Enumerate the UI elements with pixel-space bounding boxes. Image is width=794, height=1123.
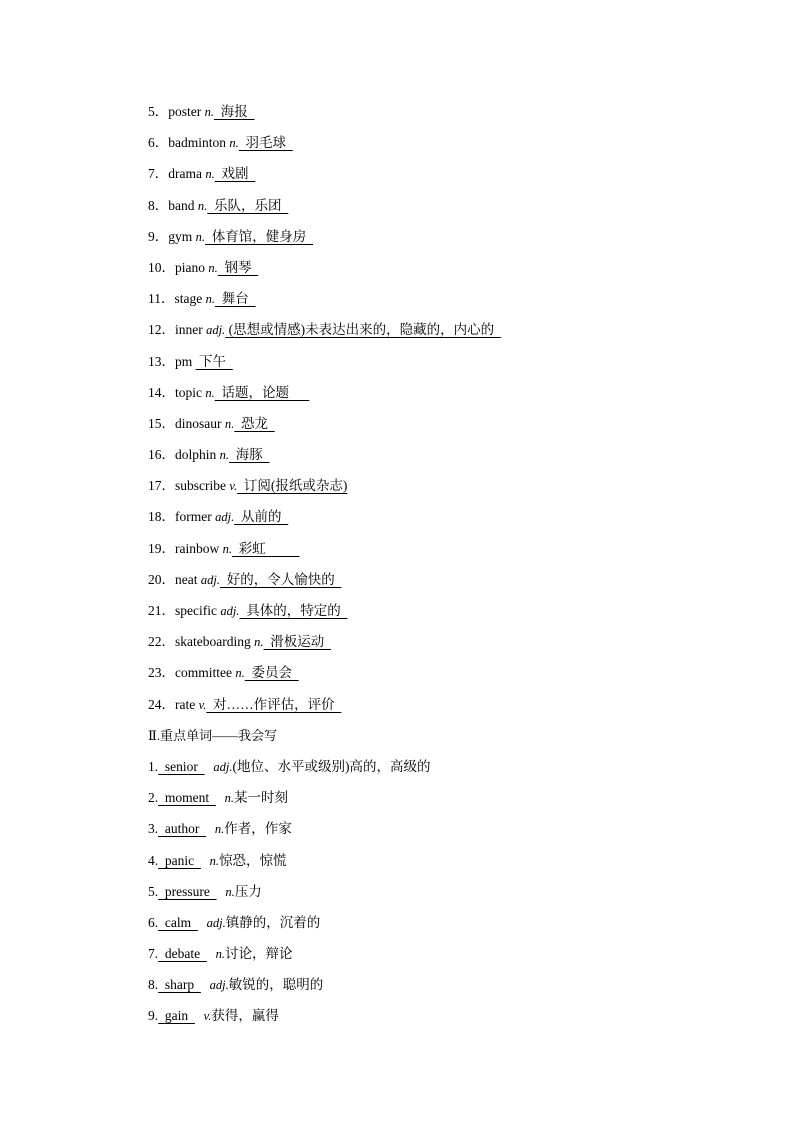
item-word: stage bbox=[174, 291, 206, 307]
item-number: 5． bbox=[148, 104, 169, 119]
item-number: 7． bbox=[148, 166, 169, 182]
section-2-title: Ⅱ.重点单词——我会写 bbox=[148, 727, 278, 743]
item-part-of-speech: adj. bbox=[206, 915, 226, 930]
item-meaning: 压力 bbox=[234, 883, 262, 899]
item-number: 19． bbox=[148, 540, 175, 556]
vocab-item bbox=[148, 475, 748, 506]
spacer bbox=[200, 915, 207, 930]
item-number: 18． bbox=[148, 509, 175, 525]
item-answer: 对……作评估，评价 bbox=[206, 696, 342, 712]
item-part-of-speech: v. bbox=[229, 479, 238, 494]
item-answer: 乐队，乐团 bbox=[207, 197, 289, 213]
vocab-item bbox=[148, 850, 748, 881]
item-meaning: 获得，赢得 bbox=[211, 1008, 279, 1024]
item-meaning: (地位、水平或级别)高的，高级的 bbox=[232, 758, 431, 774]
item-part-of-speech: n. bbox=[215, 947, 225, 962]
item-number: 4. bbox=[148, 852, 159, 868]
spacer bbox=[203, 853, 210, 868]
item-answer: panic bbox=[158, 852, 201, 868]
item-number: 16． bbox=[148, 447, 175, 463]
item-word: piano bbox=[175, 259, 209, 275]
item-part-of-speech: n. bbox=[224, 791, 234, 806]
vocab-item bbox=[148, 756, 748, 787]
vocab-item bbox=[148, 569, 748, 600]
item-part-of-speech: n. bbox=[205, 167, 215, 182]
vocab-item bbox=[148, 881, 748, 912]
item-answer: (思想或情感)未表达出来的，隐藏的，内心的 bbox=[225, 322, 501, 338]
item-part-of-speech: n. bbox=[224, 416, 235, 431]
item-answer: 海豚 bbox=[229, 447, 270, 463]
vocab-item bbox=[148, 382, 748, 413]
item-number: 11． bbox=[148, 291, 175, 307]
item-part-of-speech: adj. bbox=[206, 323, 226, 338]
item-answer: debate bbox=[158, 946, 207, 962]
item-meaning: 惊恐，惊慌 bbox=[219, 852, 287, 868]
vocab-item bbox=[148, 413, 748, 444]
item-word: committee bbox=[175, 665, 236, 681]
item-answer: author bbox=[158, 821, 207, 837]
item-number: 22． bbox=[148, 634, 175, 650]
item-number: 23． bbox=[148, 665, 175, 681]
item-meaning: 讨论，辩论 bbox=[224, 946, 293, 962]
item-answer: 滑板运动 bbox=[263, 634, 331, 650]
vocab-item bbox=[148, 101, 748, 132]
vocab-item bbox=[148, 226, 748, 257]
item-part-of-speech: n. bbox=[214, 822, 225, 837]
item-number: 17． bbox=[148, 478, 175, 494]
item-meaning: 镇静的，沉着的 bbox=[225, 914, 321, 930]
item-number: 1. bbox=[148, 758, 159, 774]
item-word: rate bbox=[175, 696, 199, 712]
vocab-item bbox=[148, 974, 748, 1005]
item-answer: 订阅(报纸或杂志) bbox=[237, 478, 348, 494]
vocab-item bbox=[148, 787, 748, 818]
item-word: skateboarding bbox=[175, 634, 255, 650]
spacer bbox=[203, 977, 210, 992]
spacer bbox=[218, 790, 225, 805]
vocab-item bbox=[148, 631, 748, 662]
item-answer: 委员会 bbox=[244, 665, 299, 681]
vocab-item bbox=[148, 351, 748, 382]
item-part-of-speech: n. bbox=[197, 198, 208, 213]
item-number: 9. bbox=[148, 1008, 159, 1024]
item-answer: senior bbox=[158, 758, 205, 774]
vocab-list-part-1 bbox=[148, 101, 748, 725]
vocab-item bbox=[148, 506, 748, 537]
vocab-item bbox=[148, 662, 748, 693]
item-word: poster bbox=[168, 104, 205, 119]
item-part-of-speech: n. bbox=[219, 448, 230, 463]
item-part-of-speech: n. bbox=[205, 385, 215, 400]
item-number: 21． bbox=[148, 603, 175, 618]
vocab-list-part-2 bbox=[148, 756, 748, 1037]
item-answer: 钢琴 bbox=[217, 259, 259, 275]
item-part-of-speech: v. bbox=[203, 1009, 212, 1024]
item-number: 6. bbox=[148, 914, 159, 930]
item-number: 9． bbox=[148, 228, 169, 244]
item-part-of-speech: n. bbox=[195, 229, 206, 244]
item-answer: moment bbox=[158, 790, 216, 806]
item-part-of-speech: adj. bbox=[220, 604, 240, 618]
item-number: 14． bbox=[148, 384, 175, 400]
item-answer: 下午 bbox=[195, 353, 233, 369]
item-word: dolphin bbox=[175, 447, 220, 463]
item-answer: 话题，论题 bbox=[214, 384, 310, 400]
vocab-item bbox=[148, 319, 748, 350]
item-word: gym bbox=[168, 228, 196, 244]
item-part-of-speech: n. bbox=[229, 136, 239, 151]
item-part-of-speech: adj. bbox=[215, 510, 235, 525]
item-word: neat bbox=[175, 571, 201, 587]
item-answer: 体育馆，健身房 bbox=[205, 228, 314, 244]
item-answer: 彩虹 bbox=[232, 540, 300, 556]
item-answer: calm bbox=[158, 914, 198, 930]
item-word: badminton bbox=[168, 135, 230, 151]
vocab-item bbox=[148, 943, 748, 974]
item-answer: 舞台 bbox=[215, 291, 256, 307]
vocab-item bbox=[148, 538, 748, 569]
item-part-of-speech: n. bbox=[225, 884, 235, 899]
item-number: 15． bbox=[148, 415, 175, 431]
item-word: subscribe bbox=[175, 478, 230, 494]
vocab-item bbox=[148, 132, 748, 163]
spacer bbox=[197, 1008, 204, 1023]
item-answer: 好的，令人愉快的 bbox=[219, 571, 342, 587]
item-answer: pressure bbox=[158, 883, 217, 899]
spacer bbox=[209, 946, 216, 961]
document-page bbox=[148, 101, 748, 1037]
vocab-item bbox=[148, 257, 748, 288]
item-word: dinosaur bbox=[175, 415, 225, 431]
vocab-item bbox=[148, 600, 748, 631]
item-word: specific bbox=[175, 603, 221, 618]
spacer bbox=[208, 821, 215, 836]
item-number: 12． bbox=[148, 322, 175, 338]
item-part-of-speech: adj. bbox=[213, 759, 233, 774]
item-part-of-speech: n. bbox=[209, 853, 219, 868]
item-number: 24． bbox=[148, 696, 175, 712]
item-meaning: 某一时刻 bbox=[234, 790, 288, 806]
item-number: 13． bbox=[148, 353, 175, 369]
item-word: topic bbox=[175, 384, 206, 400]
item-number: 5. bbox=[148, 883, 159, 899]
item-answer: gain bbox=[158, 1008, 195, 1024]
item-answer: 具体的，特定的 bbox=[239, 603, 348, 618]
item-part-of-speech: n. bbox=[204, 105, 214, 119]
item-word: rainbow bbox=[175, 540, 223, 556]
item-part-of-speech: adj. bbox=[209, 978, 229, 993]
item-answer: 戏剧 bbox=[214, 166, 256, 182]
item-word: pm bbox=[175, 353, 196, 369]
item-part-of-speech: n. bbox=[205, 292, 215, 307]
item-word: former bbox=[175, 509, 216, 525]
item-part-of-speech: v. bbox=[198, 697, 207, 712]
item-word: band bbox=[168, 197, 198, 213]
vocab-item bbox=[148, 694, 748, 725]
item-meaning: 作者，作家 bbox=[224, 821, 292, 837]
item-part-of-speech: adj. bbox=[200, 572, 220, 587]
vocab-item bbox=[148, 818, 748, 849]
vocab-item bbox=[148, 444, 748, 475]
item-part-of-speech: n. bbox=[222, 541, 232, 556]
item-answer: 恐龙 bbox=[234, 415, 275, 431]
item-number: 2. bbox=[148, 790, 159, 806]
item-number: 8． bbox=[148, 197, 169, 213]
item-meaning: 敏锐的，聪明的 bbox=[228, 977, 324, 993]
vocab-item bbox=[148, 195, 748, 226]
item-word: inner bbox=[175, 322, 207, 338]
item-answer: 从前的 bbox=[234, 509, 289, 525]
vocab-item bbox=[148, 288, 748, 319]
vocab-item bbox=[148, 1005, 748, 1036]
item-number: 8. bbox=[148, 977, 159, 993]
item-part-of-speech: n. bbox=[208, 260, 218, 275]
vocab-item bbox=[148, 912, 748, 943]
item-number: 3. bbox=[148, 821, 159, 837]
item-answer: 海报 bbox=[214, 104, 255, 119]
item-word: drama bbox=[168, 166, 206, 182]
item-part-of-speech: n. bbox=[235, 666, 245, 681]
item-number: 10． bbox=[148, 259, 175, 275]
item-part-of-speech: n. bbox=[254, 635, 264, 650]
vocab-item bbox=[148, 163, 748, 194]
item-number: 20． bbox=[148, 571, 175, 587]
item-answer: sharp bbox=[158, 977, 201, 993]
item-number: 7. bbox=[148, 946, 159, 962]
item-number: 6． bbox=[148, 135, 169, 151]
item-answer: 羽毛球 bbox=[238, 135, 293, 151]
